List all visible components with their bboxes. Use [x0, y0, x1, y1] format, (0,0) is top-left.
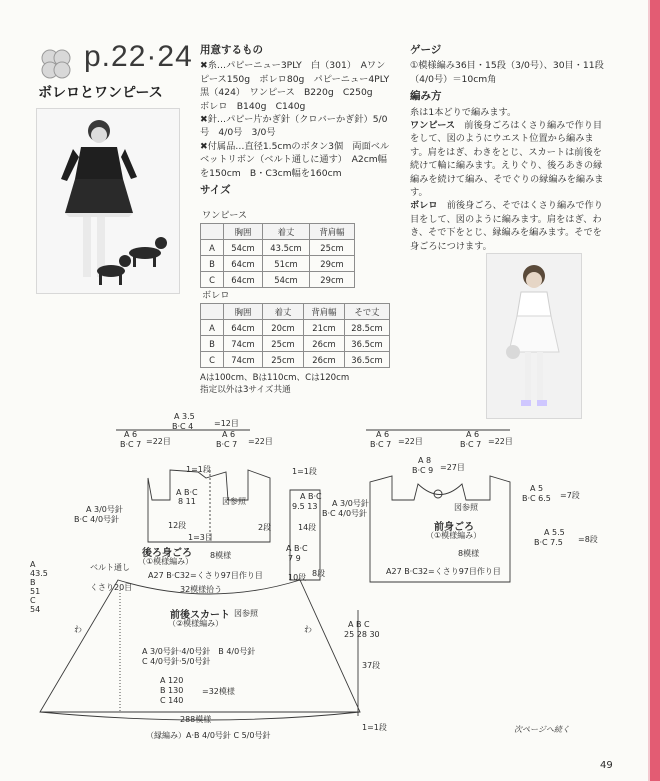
table-cell: 25cm — [263, 336, 304, 352]
table-cell: C — [201, 272, 224, 288]
page-number: 49 — [600, 760, 613, 771]
table-cell: 26cm — [304, 352, 345, 368]
sizes-heading: サイズ — [200, 184, 231, 197]
diagram-label: 288模様 — [180, 715, 212, 724]
diagram-label: =22目 — [146, 437, 171, 446]
diagram-label: 25 28 30 — [344, 630, 380, 639]
bolero-size-label: ボレロ — [202, 290, 230, 301]
gauge-text: ①模様編み36目・15段（3/0号）、30目・11段（4/0号）＝10cm角 — [410, 60, 604, 85]
diagram-label: C 140 — [160, 696, 184, 705]
table-cell: 64cm — [224, 272, 263, 288]
diagram-label: A 5 — [530, 484, 544, 493]
table-cell: 36.5cm — [345, 336, 390, 352]
front-bodice-subtitle: （①模様編み） — [426, 531, 482, 540]
diagram-label: A27 B·C32=くさり97目作り目 — [148, 571, 263, 580]
diagram-label: B·C 7 — [370, 440, 392, 449]
diagram-label: B·C 7 — [460, 440, 482, 449]
diagram-label: 37段 — [362, 661, 381, 670]
diagram-label: A B·C — [176, 488, 198, 497]
diagram-label: B·C 7 — [120, 440, 142, 449]
table-cell: 29cm — [310, 272, 355, 288]
table-cell: 36.5cm — [345, 352, 390, 368]
table-cell: 25cm — [263, 352, 304, 368]
method-onepiece-text: 前後身ごろはくさり編みで作り目をして、図のようにウエスト位置から編みます。肩をはぎ、わきをとじ、スカートは前後を続けて輪に編みます。えりぐり、後ろあきの縁編みを続けて編み、そでぐりの縁編みを編みます。 — [410, 120, 604, 199]
diagram-label: A 120 — [160, 676, 184, 685]
table-cell: 21cm — [304, 320, 345, 336]
diagram-label: =22目 — [488, 437, 513, 446]
table-header-cell: 着丈 — [263, 304, 304, 320]
diagram-label: A 6 — [222, 430, 236, 439]
diagram-label: A 6 — [466, 430, 480, 439]
diagram-label: 8模様 — [458, 549, 480, 558]
diagram-label: B 130 — [160, 686, 184, 695]
diagram-label: 1=1段 — [362, 723, 387, 732]
diagram-label: =22目 — [398, 437, 423, 446]
diagram-label: =12目 — [214, 419, 239, 428]
back-bodice-subtitle: （①模様編み） — [138, 557, 194, 566]
materials-needles: ✖針…パピー片かぎ針（クロバーかぎ針）5/0号 4/0号 3/0号 — [200, 114, 388, 139]
diagram-label: 8 11 — [178, 497, 196, 506]
table-cell: 26cm — [304, 336, 345, 352]
table-cell: 28.5cm — [345, 320, 390, 336]
diagram-label: =32模様 — [202, 687, 235, 696]
table-cell: B — [201, 336, 224, 352]
table-cell: 74cm — [224, 352, 263, 368]
diagram-label: =27目 — [440, 463, 465, 472]
table-cell: 54cm — [263, 272, 310, 288]
diagram-label: =8段 — [578, 535, 598, 544]
diagram-label: A 8 — [418, 456, 432, 465]
materials-yarn: ✖糸…パピーニュー3PLY 白（301） Aワンピース150g ボレロ80g パピーニュー4PLY 黒（424） ワンピース B220g C250g ボレロ B140g C140g — [200, 60, 399, 112]
gauge-heading: ゲージ — [410, 44, 442, 56]
diagram-label: A 3/0号針 — [86, 505, 123, 514]
diagram-label: B·C 6.5 — [522, 494, 551, 503]
page-reference: p.22·24 — [84, 40, 193, 73]
table-cell: A — [201, 240, 224, 256]
diagram-label: B·C 7.5 — [534, 538, 563, 547]
diagram-label: 10段 — [288, 573, 307, 582]
diagram-label: 図参照 — [234, 609, 258, 618]
front-bodice-title: 前身ごろ — [434, 522, 474, 533]
table-cell: 74cm — [224, 336, 263, 352]
diagram-label: A 3/0号針·4/0号針 B 4/0号針 — [142, 647, 256, 656]
table-cell: B — [201, 256, 224, 272]
diagram-label: わ — [304, 625, 312, 634]
table-cell: 51cm — [263, 256, 310, 272]
diagram-label: A B C — [348, 620, 370, 629]
method-onepiece-label: ワンピース — [410, 120, 456, 132]
table-header-cell: 胸囲 — [224, 304, 263, 320]
table-header-cell: 着丈 — [263, 224, 310, 240]
diagram-label: 32模様拾う — [180, 585, 223, 594]
diagram-label: B·C 4/0号針 — [74, 515, 120, 524]
method-heading: 編み方 — [410, 90, 442, 103]
onepiece-size-label: ワンピース — [202, 210, 248, 221]
method-bolero-text: 前後身ごろ、そではくさり編みで作り目をして、図のように編みます。肩をはぎ、わき、そで下をとじ、縁編みを編みます。そでを身ごろにつけます。 — [410, 200, 603, 252]
diagram-label: 1=3目 — [188, 533, 213, 542]
diagram-label: 8模様 — [210, 551, 232, 560]
materials-notions: ✖付属品…直径1.5cmのボタン3個 両面ベルベットリボン（ベルト通しに通す） A2cm幅を150cm B・C3cm幅を160cm — [200, 140, 390, 179]
diagram-label: A 3.5 — [174, 412, 195, 421]
diagram-label: （縁編み）A·B 4/0号針 C 5/0号針 — [146, 731, 271, 740]
table-cell: 20cm — [263, 320, 304, 336]
table-cell: 64cm — [224, 256, 263, 272]
method-intro: 糸は1本どりで編みます。 — [410, 106, 517, 118]
diagram-label: 7 9 — [288, 554, 301, 563]
materials-heading: 用意するもの — [200, 44, 263, 56]
method-bolero-label: ボレロ — [410, 200, 438, 212]
diagram-label: 9.5 13 — [292, 502, 318, 511]
diagram-label: A 6 — [376, 430, 390, 439]
diagram-label: =22目 — [248, 437, 273, 446]
diagram-label: 14段 — [298, 523, 317, 532]
diagram-label: 12段 — [168, 521, 187, 530]
diagram-label: =7段 — [560, 491, 580, 500]
skirt-subtitle: （②模様編み） — [168, 619, 224, 628]
diagram-label: A 3/0号針 — [332, 499, 369, 508]
diagram-label: B·C 4 — [172, 422, 194, 431]
skirt-title: 前後スカート — [170, 610, 230, 621]
table-cell: 54cm — [224, 240, 263, 256]
diagram-label: 8段 — [312, 569, 326, 578]
diagram-label: くさり20目 — [90, 583, 133, 592]
table-header-cell: 背肩幅 — [304, 304, 345, 320]
table-header-cell: 背肩幅 — [310, 224, 355, 240]
diagram-label: 2段 — [258, 523, 272, 532]
diagram-label: 図参照 — [222, 497, 246, 506]
pattern-title: ボレロとワンピース — [38, 85, 163, 101]
continue-note: 次ページへ続く — [514, 725, 570, 734]
diagram-label: A 6 — [124, 430, 138, 439]
table-cell: 29cm — [310, 256, 355, 272]
size-note-common: 指定以外は3サイズ共通 — [200, 385, 291, 395]
diagram-label: 1=1段 — [292, 467, 317, 476]
table-cell: 64cm — [224, 320, 263, 336]
diagram-label: A B·C — [286, 544, 308, 553]
table-cell: 43.5cm — [263, 240, 310, 256]
diagram-label: 図参照 — [454, 503, 478, 512]
diagram-label: A 43.5 B 51 C 54 — [30, 560, 48, 614]
diagram-label: C 4/0号針·5/0号針 — [142, 657, 211, 666]
table-header-cell: 胸囲 — [224, 224, 263, 240]
diagram-label: B·C 9 — [412, 466, 434, 475]
diagram-label: A27 B·C32=くさり97目作り目 — [386, 567, 501, 576]
diagram-label: B·C 7 — [216, 440, 238, 449]
diagram-label: A 5.5 — [544, 528, 565, 537]
back-bodice-title: 後ろ身ごろ — [142, 548, 192, 559]
table-header-cell: そで丈 — [345, 304, 390, 320]
table-cell: 25cm — [310, 240, 355, 256]
diagram-label: 1=1段 — [186, 465, 211, 474]
table-cell: A — [201, 320, 224, 336]
table-cell: C — [201, 352, 224, 368]
diagram-label: ベルト通し — [90, 563, 130, 572]
diagram-label: わ — [74, 625, 82, 634]
diagram-label: A B·C — [300, 492, 322, 501]
size-note-heights: Aは100cm、Bは110cm、Cは120cm — [200, 373, 350, 383]
diagram-label: B·C 4/0号針 — [322, 509, 368, 518]
